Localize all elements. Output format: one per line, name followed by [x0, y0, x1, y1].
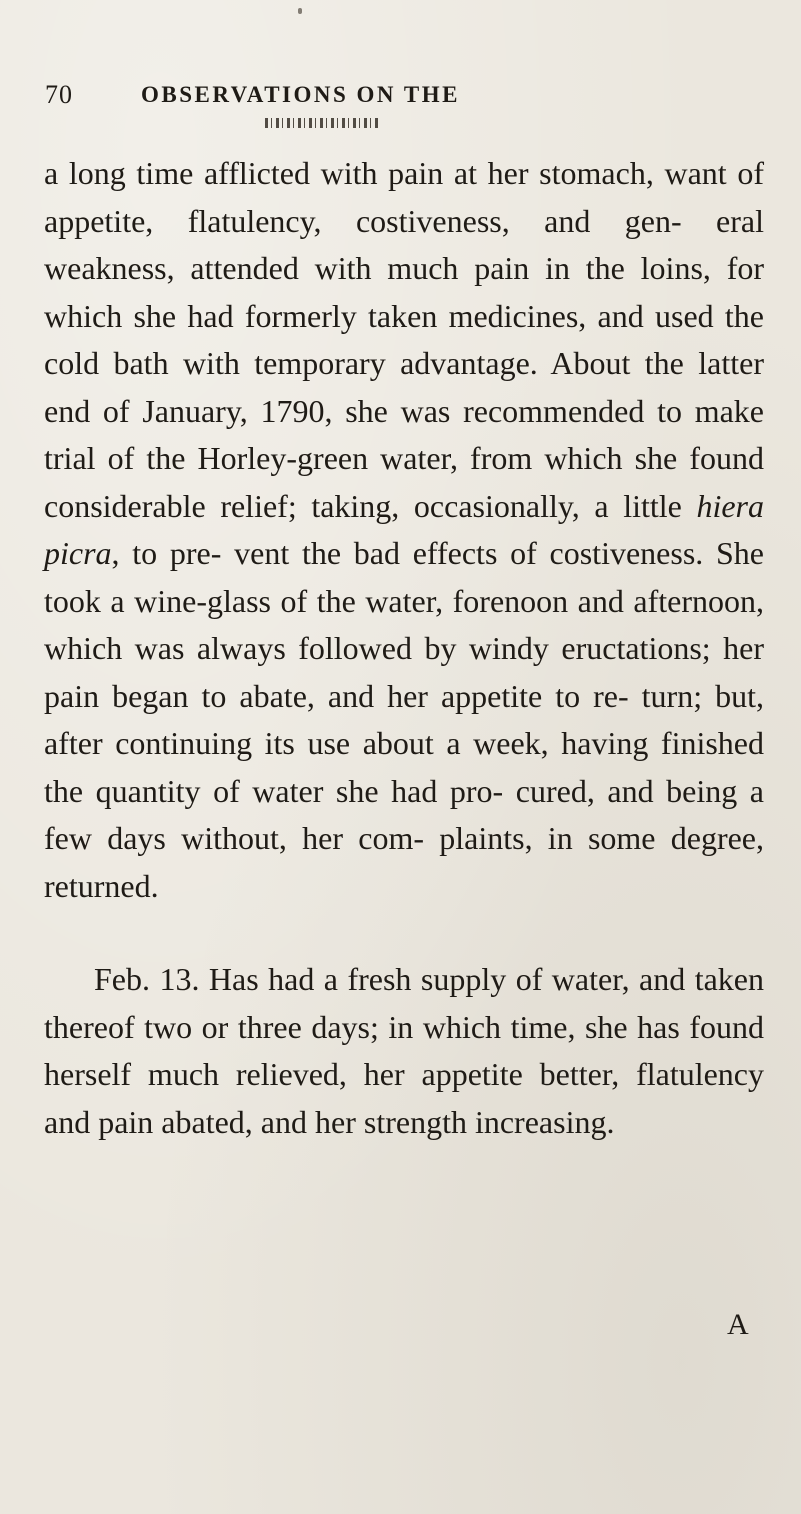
paragraph: Feb. 13. Has had a fresh supply of water, and taken thereof two or three days; in which time, she has found herself much relieved, her appetite better, flatulency and pain abated, and her strength increasing. — [44, 961, 764, 1140]
header-ornament — [265, 118, 380, 128]
catchword: A — [727, 1308, 749, 1341]
page-number: 70 — [45, 80, 73, 109]
italic-term: hiera picra — [44, 487, 764, 571]
running-head: OBSERVATIONS ON THE — [141, 82, 460, 107]
ink-speck — [298, 8, 302, 14]
page-header — [45, 80, 765, 120]
body-text — [44, 150, 764, 1146]
paragraph: a long time afflicted with pain at her stomach, want of appetite, flatulency, costiveness, and gen- eral weakness, attended with much pain in the loins, for which she had formerly taken medicines, and used the cold bath with temporary advantage. About the latter end of January, 1790, she was recommended to make trial of the Horley-green water, from which she found considerable relief; taking, occasionally, a little hiera picra, to pre- vent the bad effects of costiveness. She took a wine-glass of the water, forenoon and afternoon, which was always followed by windy eructations; her pain began to abate, and her appetite to re- turn; but, after continuing its use about a week, having finished the quantity of water she had pro- cured, and being a few days without, her com- plaints, in some degree, returned. — [44, 155, 764, 904]
